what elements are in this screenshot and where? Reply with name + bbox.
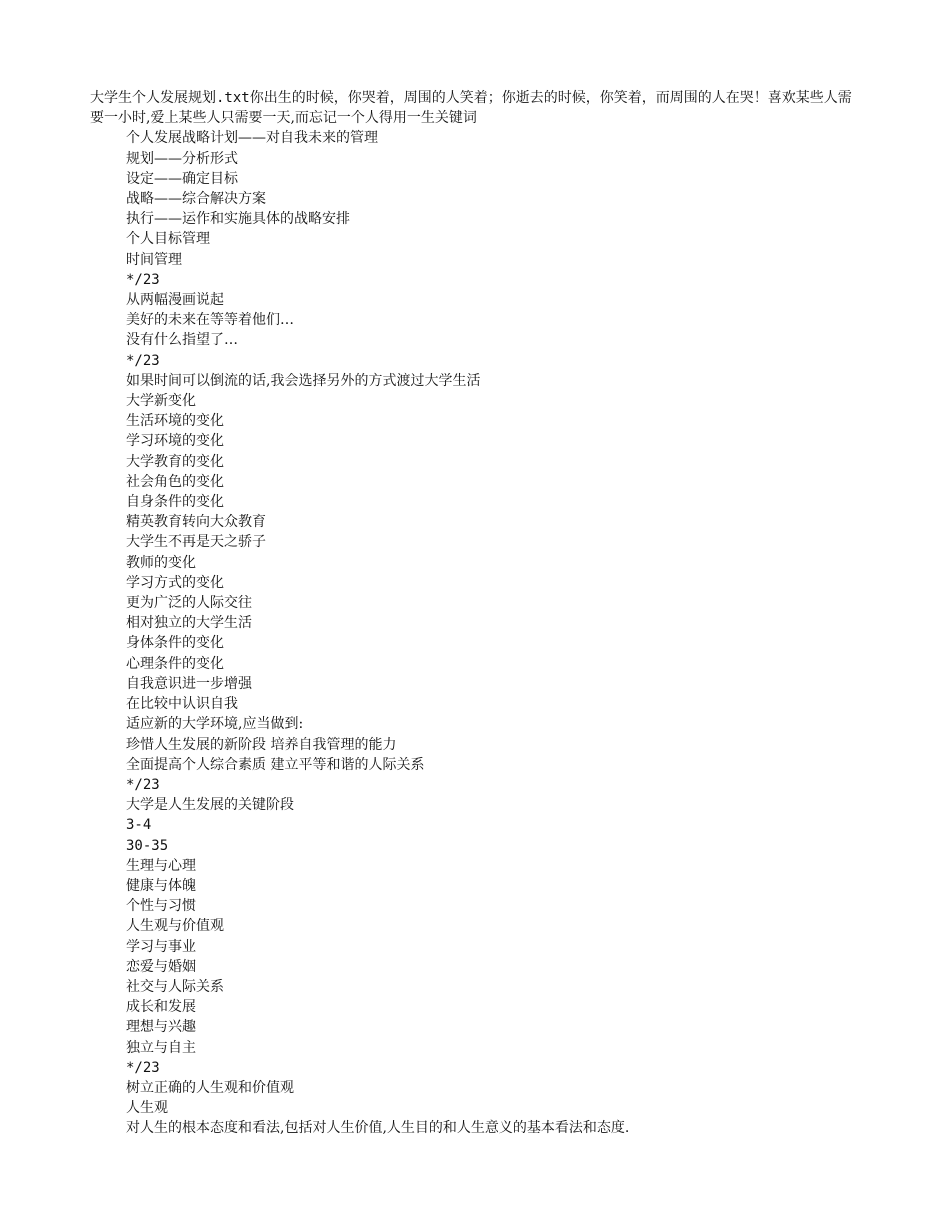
document-lines <box>90 128 865 1138</box>
document-line: 生理与心理 <box>126 857 196 874</box>
document-line: 如果时间可以倒流的话,我会选择另外的方式渡过大学生活 <box>126 372 481 389</box>
intro-paragraph <box>90 88 865 128</box>
document-line: 时间管理 <box>126 251 182 268</box>
document-line: 更为广泛的人际交往 <box>126 595 252 612</box>
document-line: 学习方式的变化 <box>126 574 224 591</box>
document-line: 人生观 <box>126 1100 168 1117</box>
document-line: 设定——确定目标 <box>126 170 238 187</box>
intro-filename: 大学生个人发展规划.txt <box>90 90 250 106</box>
document-line: 全面提高个人综合素质 建立平等和谐的人际关系 <box>126 756 425 773</box>
document-line: 社会角色的变化 <box>126 473 224 490</box>
document-line: 学习环境的变化 <box>126 433 224 450</box>
document-line: 树立正确的人生观和价值观 <box>126 1079 294 1096</box>
document-line: 人生观与价值观 <box>126 918 224 935</box>
document-line: 学习与事业 <box>126 938 196 955</box>
document-line: 规划——分析形式 <box>126 150 238 167</box>
document-line: 自身条件的变化 <box>126 494 224 511</box>
document-line: 理想与兴趣 <box>126 1019 196 1036</box>
document-line: 生活环境的变化 <box>126 413 224 430</box>
document-line: 执行——运作和实施具体的战略安排 <box>126 211 350 228</box>
document-line: 个人目标管理 <box>126 231 210 248</box>
document-line: */23 <box>126 352 160 369</box>
document-line: 大学生不再是天之骄子 <box>126 534 266 551</box>
document-line: 相对独立的大学生活 <box>126 615 252 632</box>
document-line: 教师的变化 <box>126 554 196 571</box>
document-line: 独立与自主 <box>126 1039 196 1056</box>
document-line: 3-4 <box>126 817 152 834</box>
document-line: 健康与体魄 <box>126 877 196 894</box>
document-line: 心理条件的变化 <box>126 655 224 672</box>
document-line: 恋爱与婚姻 <box>126 958 196 975</box>
document-line: */23 <box>126 271 160 288</box>
document-line: 个性与习惯 <box>126 898 196 915</box>
document-line: 在比较中认识自我 <box>126 696 238 713</box>
document-line: 精英教育转向大众教育 <box>126 514 266 531</box>
document-line: 身体条件的变化 <box>126 635 224 652</box>
document-line: 自我意识进一步增强 <box>126 675 252 692</box>
document-line: */23 <box>126 1059 160 1076</box>
document-line: 美好的未来在等等着他们… <box>126 312 294 329</box>
document-line: 社交与人际关系 <box>126 978 224 995</box>
document-page <box>90 88 865 1139</box>
document-line: 珍惜人生发展的新阶段 培养自我管理的能力 <box>126 736 397 753</box>
document-line: 战略——综合解决方案 <box>126 191 266 208</box>
document-line: 30-35 <box>126 837 169 854</box>
document-line: 个人发展战略计划——对自我未来的管理 <box>126 130 378 147</box>
document-line: 成长和发展 <box>126 999 196 1016</box>
intro-text: 你出生的时候，你哭着，周围的人笑着；你逝去的时候，你笑着，而周围的人在哭！喜欢某些人需要一小时,爱上某些人只需要一天,而忘记一个人得用一生关键词 <box>90 90 852 127</box>
document-line: */23 <box>126 776 160 793</box>
document-line: 对人生的根本态度和看法,包括对人生价值,人生目的和人生意义的基本看法和态度. <box>126 1120 630 1137</box>
document-line: 大学是人生发展的关键阶段 <box>126 797 294 814</box>
document-line: 适应新的大学环境,应当做到: <box>126 716 304 733</box>
document-line: 大学新变化 <box>126 393 196 410</box>
document-line: 大学教育的变化 <box>126 453 224 470</box>
document-line: 没有什么指望了… <box>126 332 238 349</box>
document-line: 从两幅漫画说起 <box>126 292 224 309</box>
